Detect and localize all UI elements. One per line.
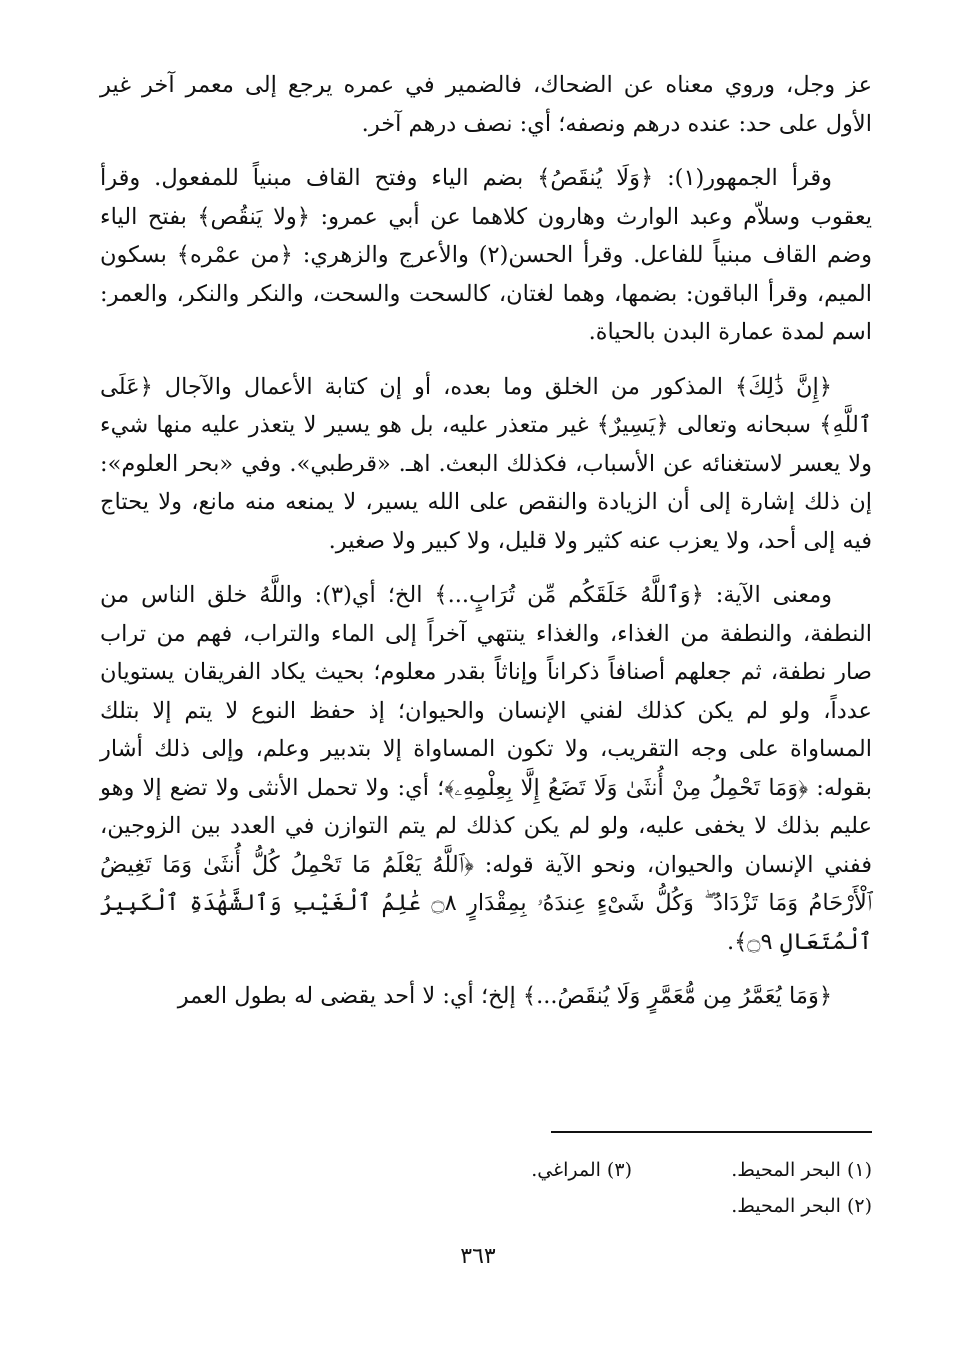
footnote-divider [551,1131,872,1133]
paragraph-4: ومعنى الآية: ﴿وَٱللَّهُ خَلَقَكُم مِّن تُرَابٍ...﴾ الخ؛ أي(٣): واللَّهُ خلق الناس من النطفة، والنطفة من الغذاء، والغذاء ينتهي آخراً إلى الماء والتراب، فهم من تراب صار نطفة، ثم جعلهم أصنافاً ذكراناً وإناثاً بقدر معلوم؛ بحيث يكاد الفريقان يستويان عدداً، ولو لم يكن كذلك لفني الإنسان والحيوان؛ إذ حفظ النوع لا يتم إلا بتلك المساواة على وجه التقريب، ولا تكون المساواة إلا بتدبير وعلم، وإلى ذلك أشار بقوله: ﴿وَمَا تَحْمِلُ مِنْ أُنثَىٰ وَلَا تَضَعُ إِلَّا بِعِلْمِهِۦ﴾؛ أي: ولا تحمل الأنثى ولا تضع إلا وهو عليم بذلك لا يخفى عليه، ولو لم يكن كذلك لم يتم التوازن في العدد بين الزوجين، ففني الإنسان والحيوان، ونحو الآية قوله: ﴿ٱللَّهُ يَعْلَمُ مَا تَحْمِلُ كُلُّ أُنثَىٰ وَمَا تَغِيضُ ٱلْأَرْحَامُ وَمَا تَزْدَادُ ۖ وَكُلُّ شَىْءٍ عِندَهُۥ بِمِقْدَارٍ ۝٨ عَٰلِمُ ٱلْغَيْبِ وَٱلشَّهَٰدَةِ ٱلْكَبِيرُ ٱلْمُتَعَالِ ۝٩﴾. [100,582,872,955]
paragraph-1: عز وجل، وروي معناه عن الضحاك، فالضمير في عمره يرجع إلى معمر آخر غير الأول على حد: عنده درهم ونصفه؛ أي: نصف درهم آخر. [100,72,872,137]
paragraph-3: ﴿إِنَّ ذَٰلِكَ﴾ المذكور من الخلق وما بعده، أو إن كتابة الأعمال والآجال ﴿عَلَى ٱللَّهِ﴾ سبحانه وتعالى ﴿يَسِيرٌ﴾ غير متعذر عليه، بل هو يسير لا يتعذر عليه منها شيء ولا يعسر لاستغنائه عن الأسباب، فكذلك البعث. اهـ. «قرطبي». وفي «بحر العلوم»: إن ذلك إشارة إلى أن الزيادة والنقص على الله يسير، لا يمنعه منه مانع، ولا يحتاج فيه إلى أحد، ولا يعزب عنه كثير ولا قليل، ولا كبير ولا صغير. [100,373,872,554]
paragraph-2: وقرأ الجمهور(١): ﴿وَلَا يُنقَصُ﴾ بضم الياء وفتح القاف مبنياً للمفعول. وقرأ يعقوب وسلاّم وعبد الوارث وهارون كلاهما عن أبي عمرو: ﴿ولا يَنقُص﴾ بفتح الياء وضم القاف مبنياً للفاعل. وقرأ الحسن(٢) والأعرج والزهري: ﴿من عمْره﴾ بسكون الميم، وقرأ الباقون: بضمها، وهما لغتان، كالسحت والسحت، والنكر والنكر، والعمر: اسم لمدة عمارة البدن بالحياة. [100,165,872,345]
footnote-2: (٢) البحر المحيط. [731,1195,872,1217]
footnote-1: (١) البحر المحيط. [731,1159,872,1181]
footnote-row [312,1188,872,1224]
page-number: ٣٦٣ [460,1244,496,1269]
footnote-row [312,1152,872,1188]
footnotes [312,1152,872,1224]
paragraph-5: ﴿وَمَا يُعَمَّرُ مِن مُّعَمَّرٍ وَلَا يُنقَصُ...﴾ إلخ؛ أي: لا أحد يقضى له بطول العمر [177,983,832,1009]
footnote-3: (٣) المراغي. [531,1159,632,1181]
page-body [100,66,872,1016]
